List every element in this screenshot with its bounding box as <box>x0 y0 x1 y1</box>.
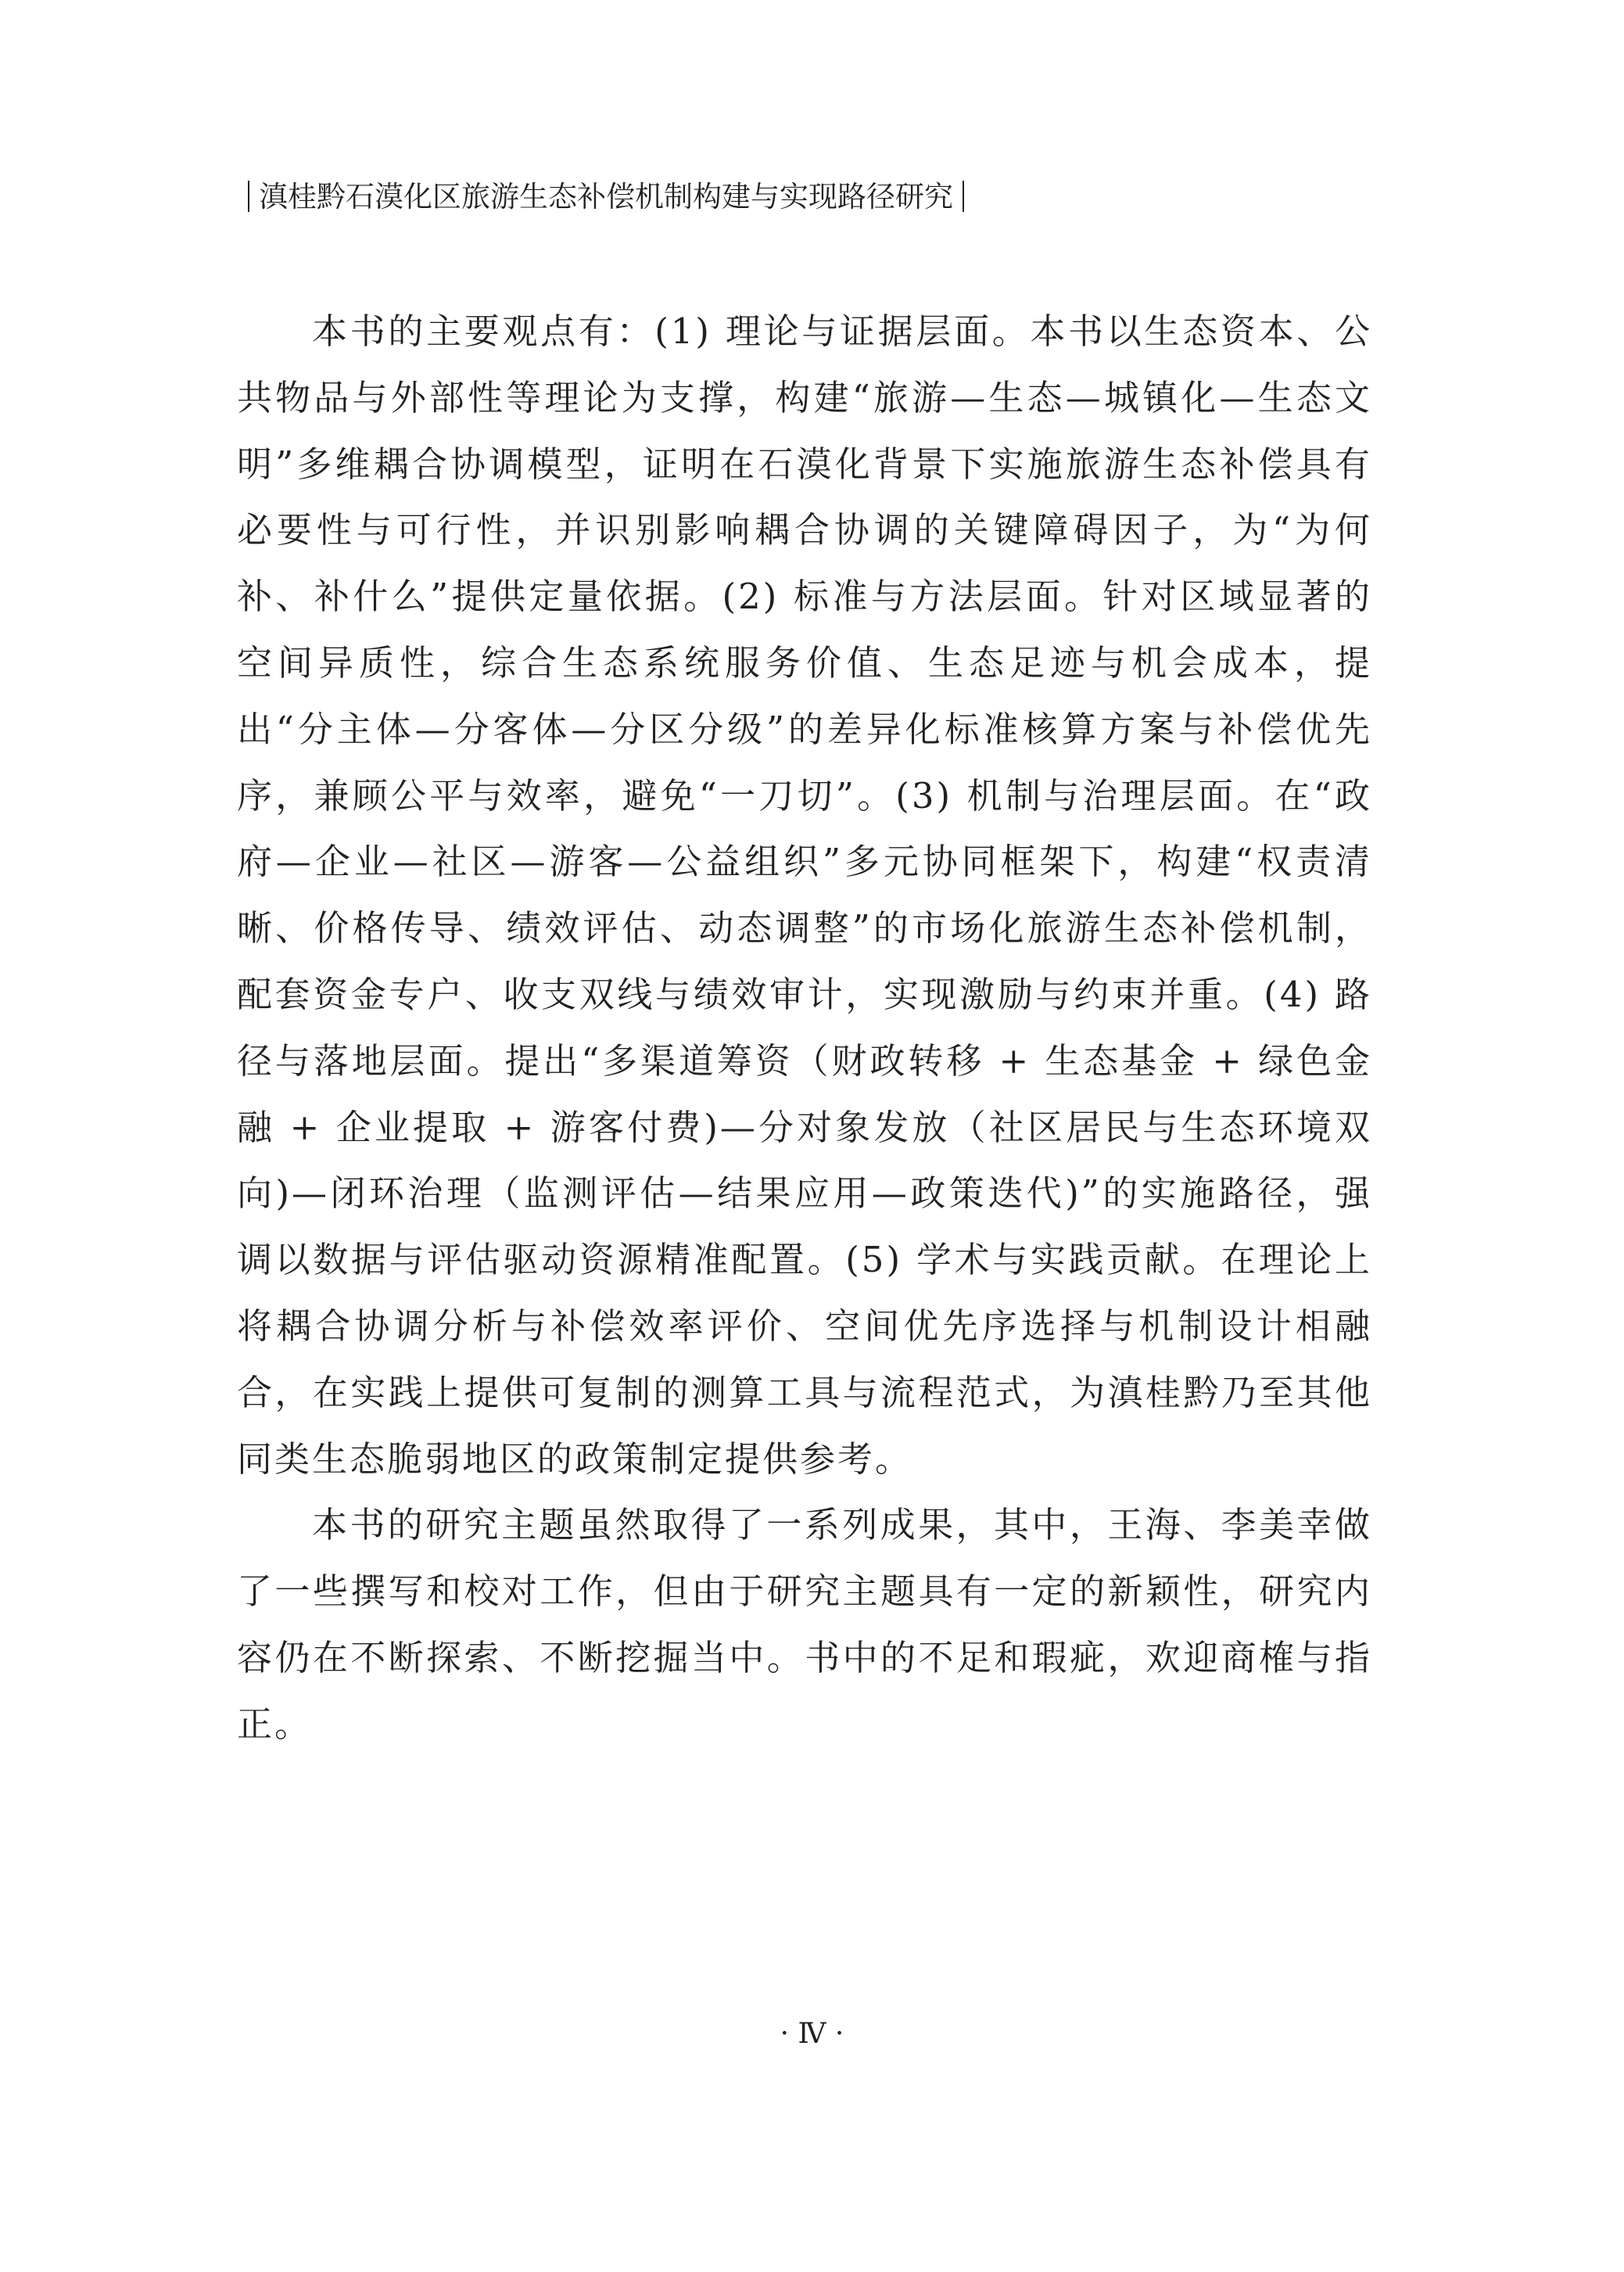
paragraph-main-viewpoints: 本书的主要观点有：(1) 理论与证据层面。本书以生态资本、公共物品与外部性等理论为支撑，构建“旅游—生态—城镇化—生态文明”多维耦合协调模型，证明在石漠化背景下实施旅游生态补偿具有必要性与可行性，并识别影响耦合协调的关键障碍因子，为“为何补、补什么”提供定量依据。(2) 标准与方法层面。针对区域显著的空间异质性，综合生态系统服务价值、生态足迹与机会成本，提出“分主体—分客体—分区分级”的差异化标准核算方案与补偿优先序，兼顾公平与效率，避免“一刀切”。(3) 机制与治理层面。在“政府—企业—社区—游客—公益组织”多元协同框架下，构建“权责清晰、价格传导、绩效评估、动态调整”的市场化旅游生态补偿机制，配套资金专户、收支双线与绩效审计，实现激励与约束并重。(4) 路径与落地层面。提出“多渠道筹资（财政转移 + 生态基金 + 绿色金融 + 企业提取 + 游客付费)—分对象发放（社区居民与生态环境双向)—闭环治理（监测评估—结果应用—政策迭代)”的实施路径，强调以数据与评估驱动资源精准配置。(5) 学术与实践贡献。在理论上将耦合协调分析与补偿效率评价、空间优先序选择与机制设计相融合，在实践上提供可复制的测算工具与流程范式，为滇桂黔乃至其他同类生态脆弱地区的政策制定提供参考。 <box>237 310 1372 1480</box>
body-text <box>237 299 1372 1758</box>
paragraph-acknowledgement: 本书的研究主题虽然取得了一系列成果，其中，王海、李美幸做了一些撰写和校对工作，但由于研究主题具有一定的新颖性，研究内容仍在不断探索、不断挖掘当中。书中的不足和瑕疵，欢迎商榷与指正。 <box>237 1504 1372 1745</box>
page-number: · Ⅳ · <box>780 2018 844 2050</box>
header-right-rule <box>963 181 964 212</box>
running-header <box>238 174 973 221</box>
header-left-rule <box>248 181 249 212</box>
running-header-title: 滇桂黔石漠化区旅游生态补偿机制构建与实现路径研究 <box>259 180 953 214</box>
